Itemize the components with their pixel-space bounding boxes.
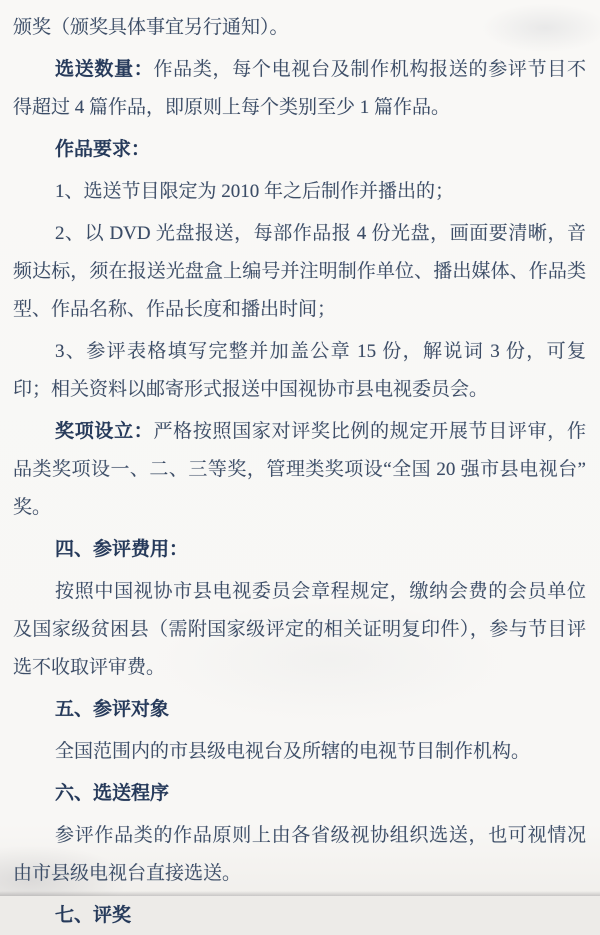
list-item-2-dvd-submission: 2、以 DVD 光盘报送，每部作品报 4 份光盘，画面要清晰，音频达标，须在报送光盘盒上编号并注明制作单位、播出媒体、作品类型、作品名称、作品长度和播出时间； xyxy=(13,223,586,320)
heading-section-4-entry-fees: 四、参评费用： xyxy=(55,539,189,560)
paragraph-entry-fees-detail: 按照中国视协市县电视委员会章程规定，缴纳会费的会员单位及国家级贫困县（需附国家级评定的相关证明复印件），参与节目评选不收取评审费。 xyxy=(13,581,586,678)
run-in-label-submission-quantity: 选送数量： xyxy=(55,59,154,80)
heading-section-6-submission-procedure: 六、选送程序 xyxy=(55,783,170,804)
paragraph-eligible-entrants-detail: 全国范围内的市县级电视台及所辖的电视节目制作机构。 xyxy=(55,741,531,762)
paragraph-award-setup xyxy=(13,413,586,527)
paragraph-submission-procedure-detail: 参评作品类的作品原则上由各省级视协组织选送，也可视情况由市县级电视台直接选送。 xyxy=(13,825,586,884)
paragraph-award-ceremony-note: 颁奖（颁奖具体事宜另行通知）。 xyxy=(13,17,289,38)
heading-section-5-eligible-entrants: 五、参评对象 xyxy=(55,699,170,720)
list-item-3-forms-and-mailing: 3、参评表格填写完整并加盖公章 15 份，解说词 3 份，可复印；相关资料以邮寄形式报送中国视协市县电视委员会。 xyxy=(13,341,586,400)
heading-work-requirements: 作品要求： xyxy=(55,139,151,160)
paragraph-text: 严格按照国家对评奖比例的规定开展节目评审，作品类奖项设一、二、三等奖，管理类奖项设“全国 20 强市县电视台”奖。 xyxy=(13,421,586,518)
run-in-label-award-setup: 奖项设立： xyxy=(55,421,154,442)
paragraph-text: 作品类，每个电视台及制作机构报送的参评节目不得超过 4 篇作品，即原则上每个类别至少 1 篇作品。 xyxy=(13,59,586,118)
paragraph-submission-quantity xyxy=(13,51,586,127)
heading-section-7-judging: 七、评奖 xyxy=(55,905,132,926)
list-item-1-program-date-limit: 1、选送节目限定为 2010 年之后制作并播出的； xyxy=(55,181,455,202)
